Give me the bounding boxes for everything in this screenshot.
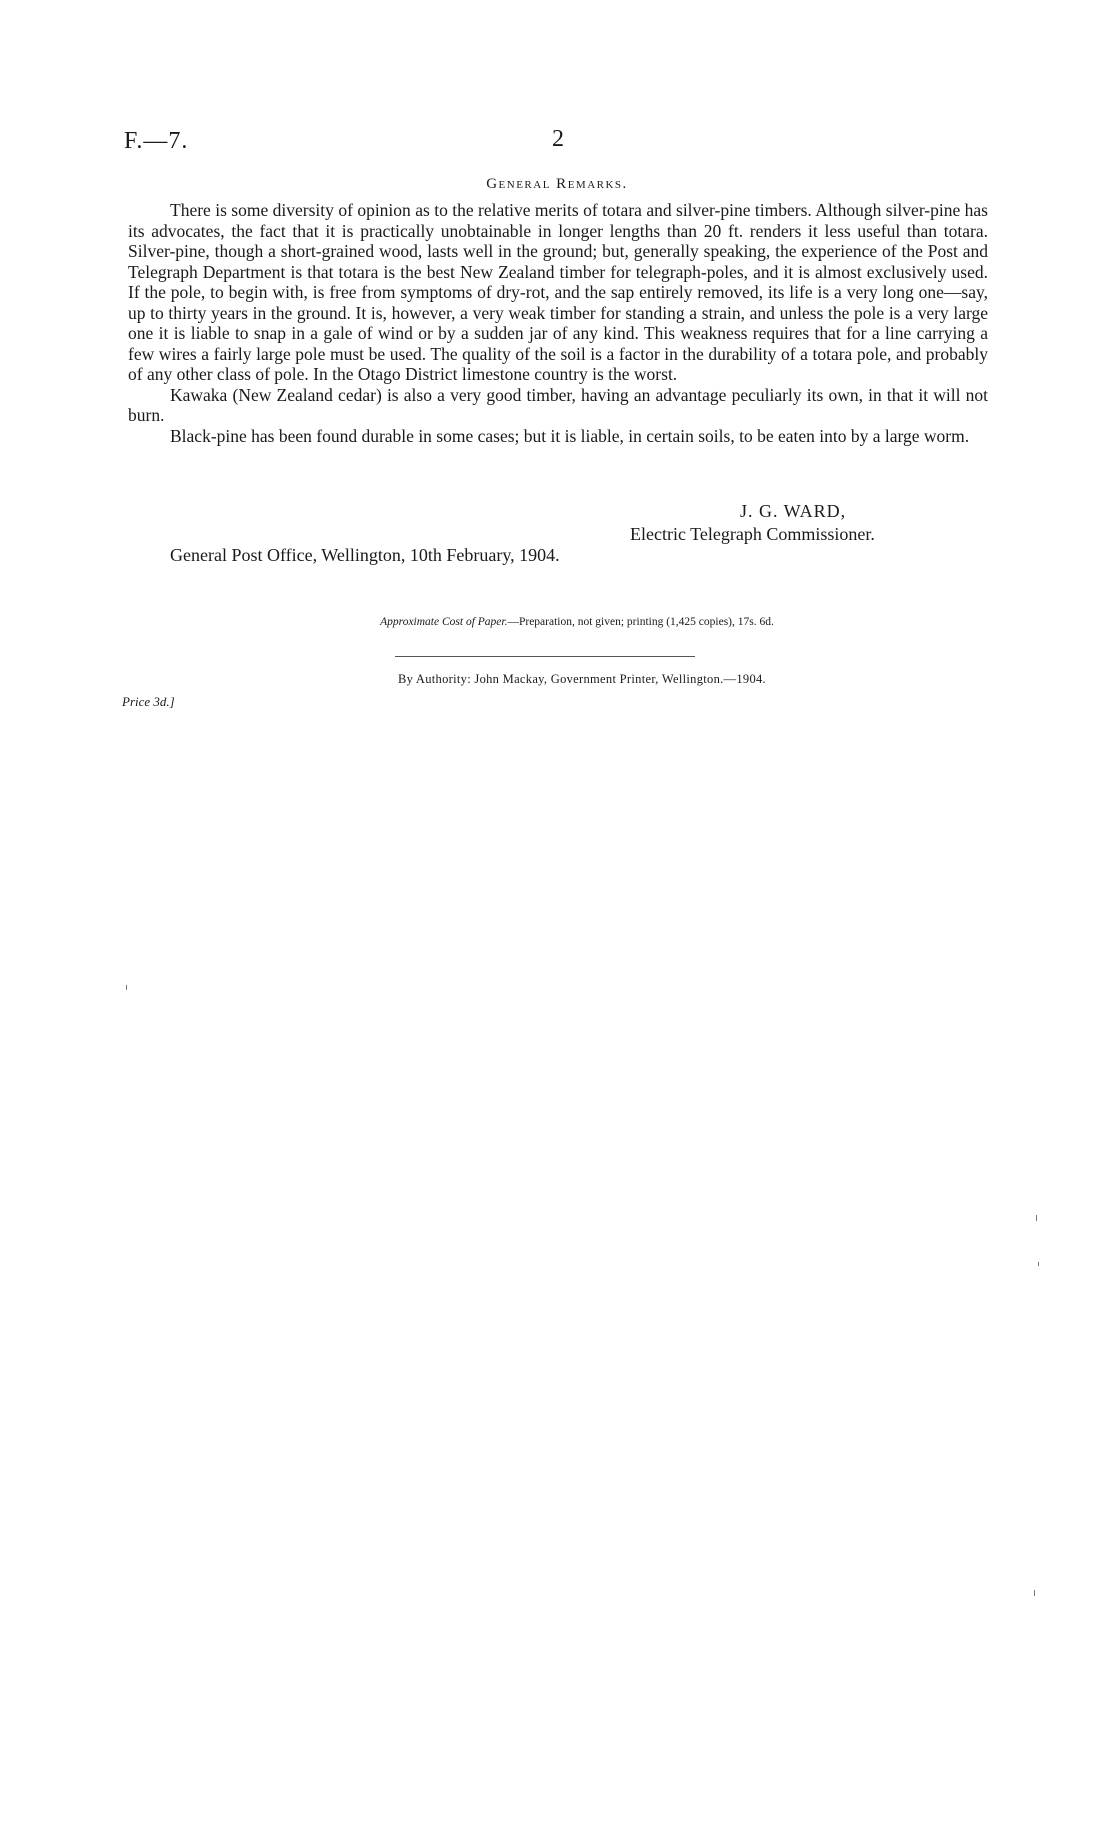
scan-speck: [1036, 1215, 1037, 1221]
paragraph-totara-silver-pine: There is some diversity of opinion as to the relative merits of totara and silver-pine timbers. Although silver-pine has its advocates, the fact that it is practically unobtainable in longer lengths than 20 ft. renders it less useful than totara. Silver-pine, though a short-grained wood, lasts well in the ground; but, generally speaking, the experience of the Post and Telegraph Department is that totara is the best New Zealand timber for telegraph-poles, and it is almost exclusively used. If the pole, to begin with, is free from symptoms of dry-rot, and the sap entirely removed, its life is a very long one—say, up to thirty years in the ground. It is, however, a very weak timber for standing a strain, and unless the pole is a very large one it is liable to snap in a gale of wind or by a sudden jar of any kind. This weakness requires that for a line carrying a few wires a fairly large pole must be used. The quality of the soil is a factor in the durability of a totara pole, and probably of any other class of pole. In the Otago District limestone country is the worst.: [128, 200, 988, 384]
page-header: [124, 128, 992, 154]
document-reference: F.—7.: [124, 128, 189, 154]
scan-speck: [1038, 1262, 1039, 1266]
paragraph-kawaka: Kawaka (New Zealand cedar) is also a very good timber, having an advantage peculiarly its own, in that it will not burn.: [128, 384, 988, 425]
printer-authority-line: By Authority: John Mackay, Government Printer, Wellington.—1904.: [397, 672, 766, 686]
cost-label: Approximate Cost of Paper.: [380, 616, 508, 628]
price-label: Price 3d.]: [122, 694, 175, 709]
paragraph-black-pine: Black-pine has been found durable in some cases; but it is liable, in certain soils, to be eaten into by a large worm.: [170, 425, 970, 446]
cost-of-paper-line: [0, 616, 1114, 628]
cost-text: —Preparation, not given; printing (1,425 copies), 17s. 6d.: [507, 616, 774, 628]
signer-title: Electric Telegraph Commissioner.: [630, 524, 875, 544]
scan-speck: [126, 985, 127, 990]
scan-speck: [1034, 1590, 1035, 1596]
body-text: [128, 200, 988, 446]
signature-block: [620, 500, 1000, 546]
signer-name: J. G. WARD,: [740, 501, 847, 521]
origin-line: General Post Office, Wellington, 10th February, 1904.: [170, 545, 560, 565]
section-title: General Remarks.: [486, 176, 628, 192]
divider-rule: [395, 656, 695, 657]
page-number: 2: [552, 126, 564, 152]
